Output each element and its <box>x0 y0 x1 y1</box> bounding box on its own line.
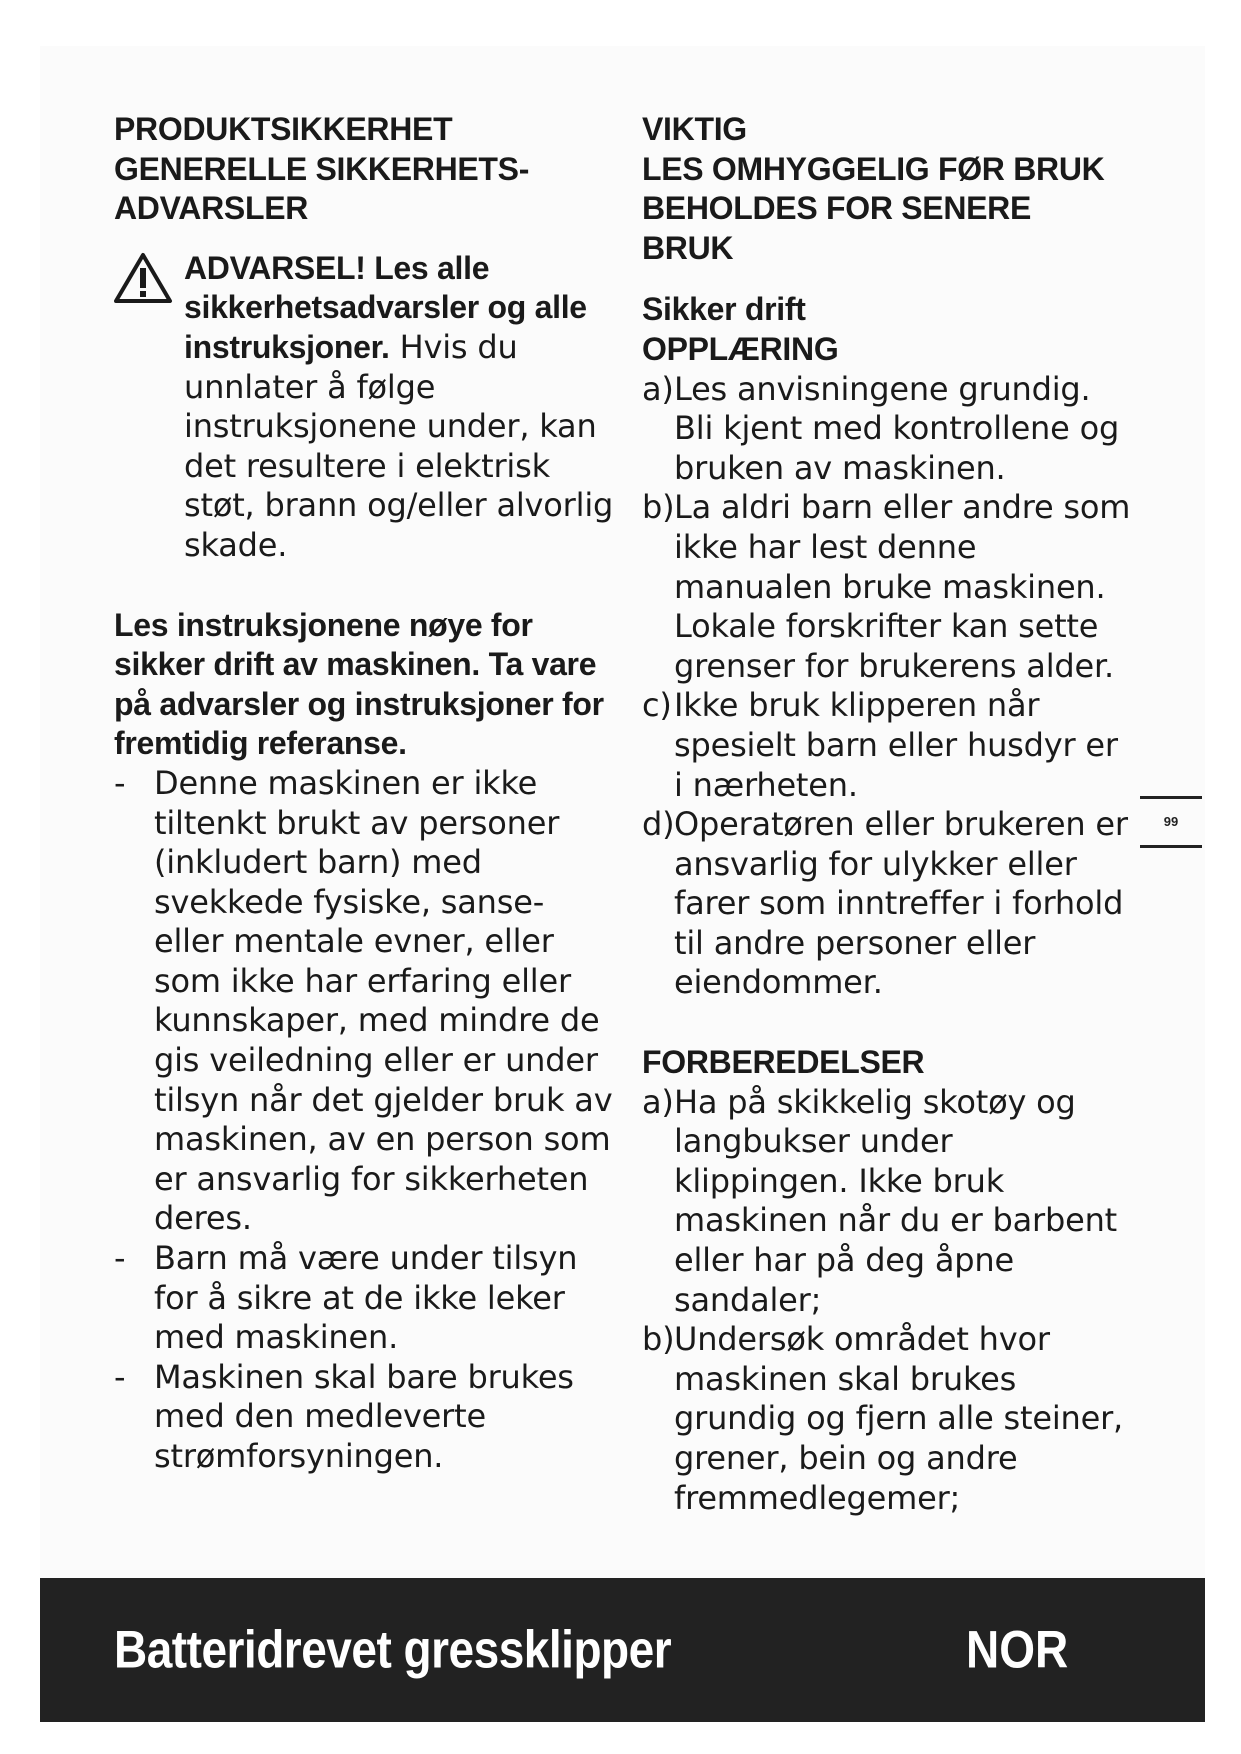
list-item <box>642 370 1132 489</box>
right-heading-line-2: LES OMHYGGELIG FØR BRUK <box>642 150 1105 187</box>
item-text: Ha på skikkelig skotøy og langbukser under klippingen. Ikke bruk maskinen når du er barbent eller har på deg åpne sandaler; <box>674 1082 1118 1319</box>
footer-title: Batteridrevet gressklipper <box>114 1619 672 1679</box>
bullet-marker: - <box>114 1239 126 1278</box>
left-heading-line-1: PRODUKTSIKKERHET <box>114 111 453 147</box>
bullet-text: Maskinen skal bare brukes med den medleverte strømforsyningen. <box>154 1357 574 1475</box>
item-marker: d) <box>642 805 675 844</box>
item-text: La aldri barn eller andre som ikke har lest denne manualen bruke maskinen. Lokale forskrifter kan sette grenser for brukerens alder. <box>674 488 1131 685</box>
warning-bold-text: ADVARSEL! Les alle sikkerhetsadvarsler og alle instruksjoner. <box>184 249 587 365</box>
right-heading-line-1: VIKTIG <box>642 111 747 147</box>
item-marker: b) <box>642 1320 675 1359</box>
left-heading <box>114 110 614 229</box>
item-text: Operatøren eller brukeren er ansvarlig for ulykker eller farer som inntreffer i forhold til andre personer eller eiendommer. <box>674 805 1128 1002</box>
list-item <box>114 1239 614 1358</box>
bullet-marker: - <box>114 1357 126 1396</box>
item-marker: c) <box>642 686 672 725</box>
footer-language: NOR <box>966 1619 1069 1679</box>
item-marker: b) <box>642 488 675 527</box>
right-heading-line-4: BRUK <box>642 229 734 266</box>
item-text: Les anvisningene grundig. Bli kjent med kontrollene og bruken av maskinen. <box>674 369 1120 487</box>
warning-text: Hvis du unnlater å følge instruksjonene under, kan det resultere i elektrisk støt, brann og/eller alvorlig skade. <box>184 327 614 564</box>
right-column <box>642 110 1132 1518</box>
footer-bar <box>40 1578 1205 1722</box>
item-text: Ikke bruk klipperen når spesielt barn eller husdyr er i nærheten. <box>674 686 1118 804</box>
left-heading-line-3: ADVARSLER <box>114 190 309 227</box>
item-marker: a) <box>642 369 674 408</box>
left-column <box>114 110 614 1477</box>
right-heading-line-3: BEHOLDES FOR SENERE <box>642 190 1032 227</box>
list-item <box>642 686 1132 805</box>
bullet-marker: - <box>114 763 126 802</box>
list-item <box>114 1358 614 1477</box>
section-subtitle-training: OPPLÆRING <box>642 330 839 367</box>
item-text: Undersøk området hvor maskinen skal brukes grundig og fjern alle steiner, grener, bein og andre fremmedlegemer; <box>674 1320 1124 1517</box>
right-heading <box>642 110 1132 268</box>
item-marker: a) <box>642 1082 674 1121</box>
list-item <box>642 1083 1132 1321</box>
section-title-preparation: FORBEREDELSER <box>642 1044 925 1081</box>
list-item <box>642 1320 1132 1518</box>
warning-triangle-icon <box>112 251 174 305</box>
left-heading-line-2: GENERELLE SIKKERHETS- <box>114 150 530 187</box>
warning-block <box>114 249 614 566</box>
bullet-text: Denne maskinen er ikke tiltenkt brukt av personer (inkludert barn) med svekkede fysiske, sanse- eller mentale evner, eller som ikke har erfaring eller kunnskaper, med mindre de gis veiledning eller er under tilsyn når det gjelder bruk av maskinen, av en person som er ansvarlig for sikkerheten deres. <box>154 763 613 1238</box>
section-title-safe-operation: Sikker drift <box>642 291 806 328</box>
bullet-text: Barn må være under tilsyn for å sikre at de ikke leker med maskinen. <box>154 1239 578 1357</box>
instructions-bold: Les instruksjonene nøye for sikker drift av maskinen. Ta vare på advarsler og instruksjoner for fremtidig referanse. <box>114 606 604 762</box>
page-number: 99 <box>1140 796 1202 848</box>
list-item <box>114 764 614 1239</box>
list-item <box>642 805 1132 1003</box>
list-item <box>642 488 1132 686</box>
